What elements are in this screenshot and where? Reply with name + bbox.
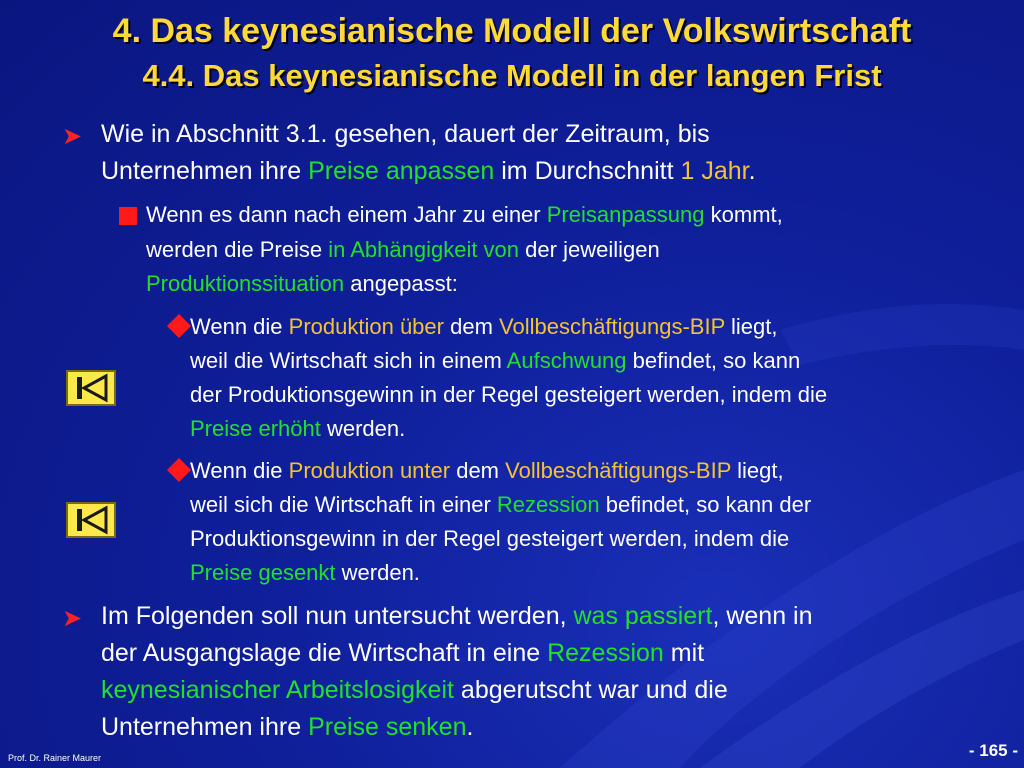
point1-line1: Wie in Abschnitt 3.1. gesehen, dauert der Zeitraum, bis [101,120,710,148]
back-to-start-button[interactable] [66,370,116,406]
diamond-bullet-icon [166,313,192,339]
case1-line3: der Produktionsgewinn in der Regel gesteigert werden, indem die [190,382,828,407]
point2-line2: der Ausgangslage die Wirtschaft in eine Rezession mit [101,639,705,667]
footer-author: Prof. Dr. Rainer Maurer [8,753,102,763]
sub1-line2: werden die Preise in Abhängigkeit von der jeweiligen [146,237,660,262]
point2-line3: keynesianischer Arbeitslosigkeit abgerutscht war und die [101,676,728,704]
case2-line4: Preise gesenkt werden. [190,560,420,585]
case2-line3: Produktionsgewinn in der Regel gesteigert werden, indem die [190,526,790,551]
case1-line2: weil die Wirtschaft sich in einem Aufschwung befindet, so kann [190,348,801,373]
case1-line1: Wenn die Produktion über dem Vollbeschäftigungs-BIP liegt, [190,314,778,339]
back-to-start-icon [68,504,114,536]
back-to-start-icon [68,372,114,404]
case2-line1: Wenn die Produktion unter dem Vollbeschäftigungs-BIP liegt, [190,458,784,483]
slide-subtitle: 4.4. Das keynesianische Modell in der langen Frist [142,58,882,93]
back-to-start-button[interactable] [66,502,116,538]
point1-line2: Unternehmen ihre Preise anpassen im Durchschnitt 1 Jahr. [101,157,756,185]
arrow-bullet-icon: ➤ [62,605,83,632]
arrow-bullet-icon: ➤ [62,123,83,150]
diamond-bullet-icon [166,457,192,483]
page-number: - 165 - [968,741,1018,760]
square-bullet-icon [119,207,137,225]
point2-line1: Im Folgenden soll nun untersucht werden, was passiert, wenn in [101,602,813,630]
case1-line4: Preise erhöht werden. [190,416,406,441]
sub1-line3: Produktionssituation angepasst: [146,271,458,296]
sub1-line1: Wenn es dann nach einem Jahr zu einer Preisanpassung kommt, [146,202,783,227]
slide-title: 4. Das keynesianische Modell der Volkswirtschaft [112,12,912,50]
case2-line2: weil sich die Wirtschaft in einer Rezession befindet, so kann der [190,492,812,517]
point2-line4: Unternehmen ihre Preise senken. [101,713,474,741]
